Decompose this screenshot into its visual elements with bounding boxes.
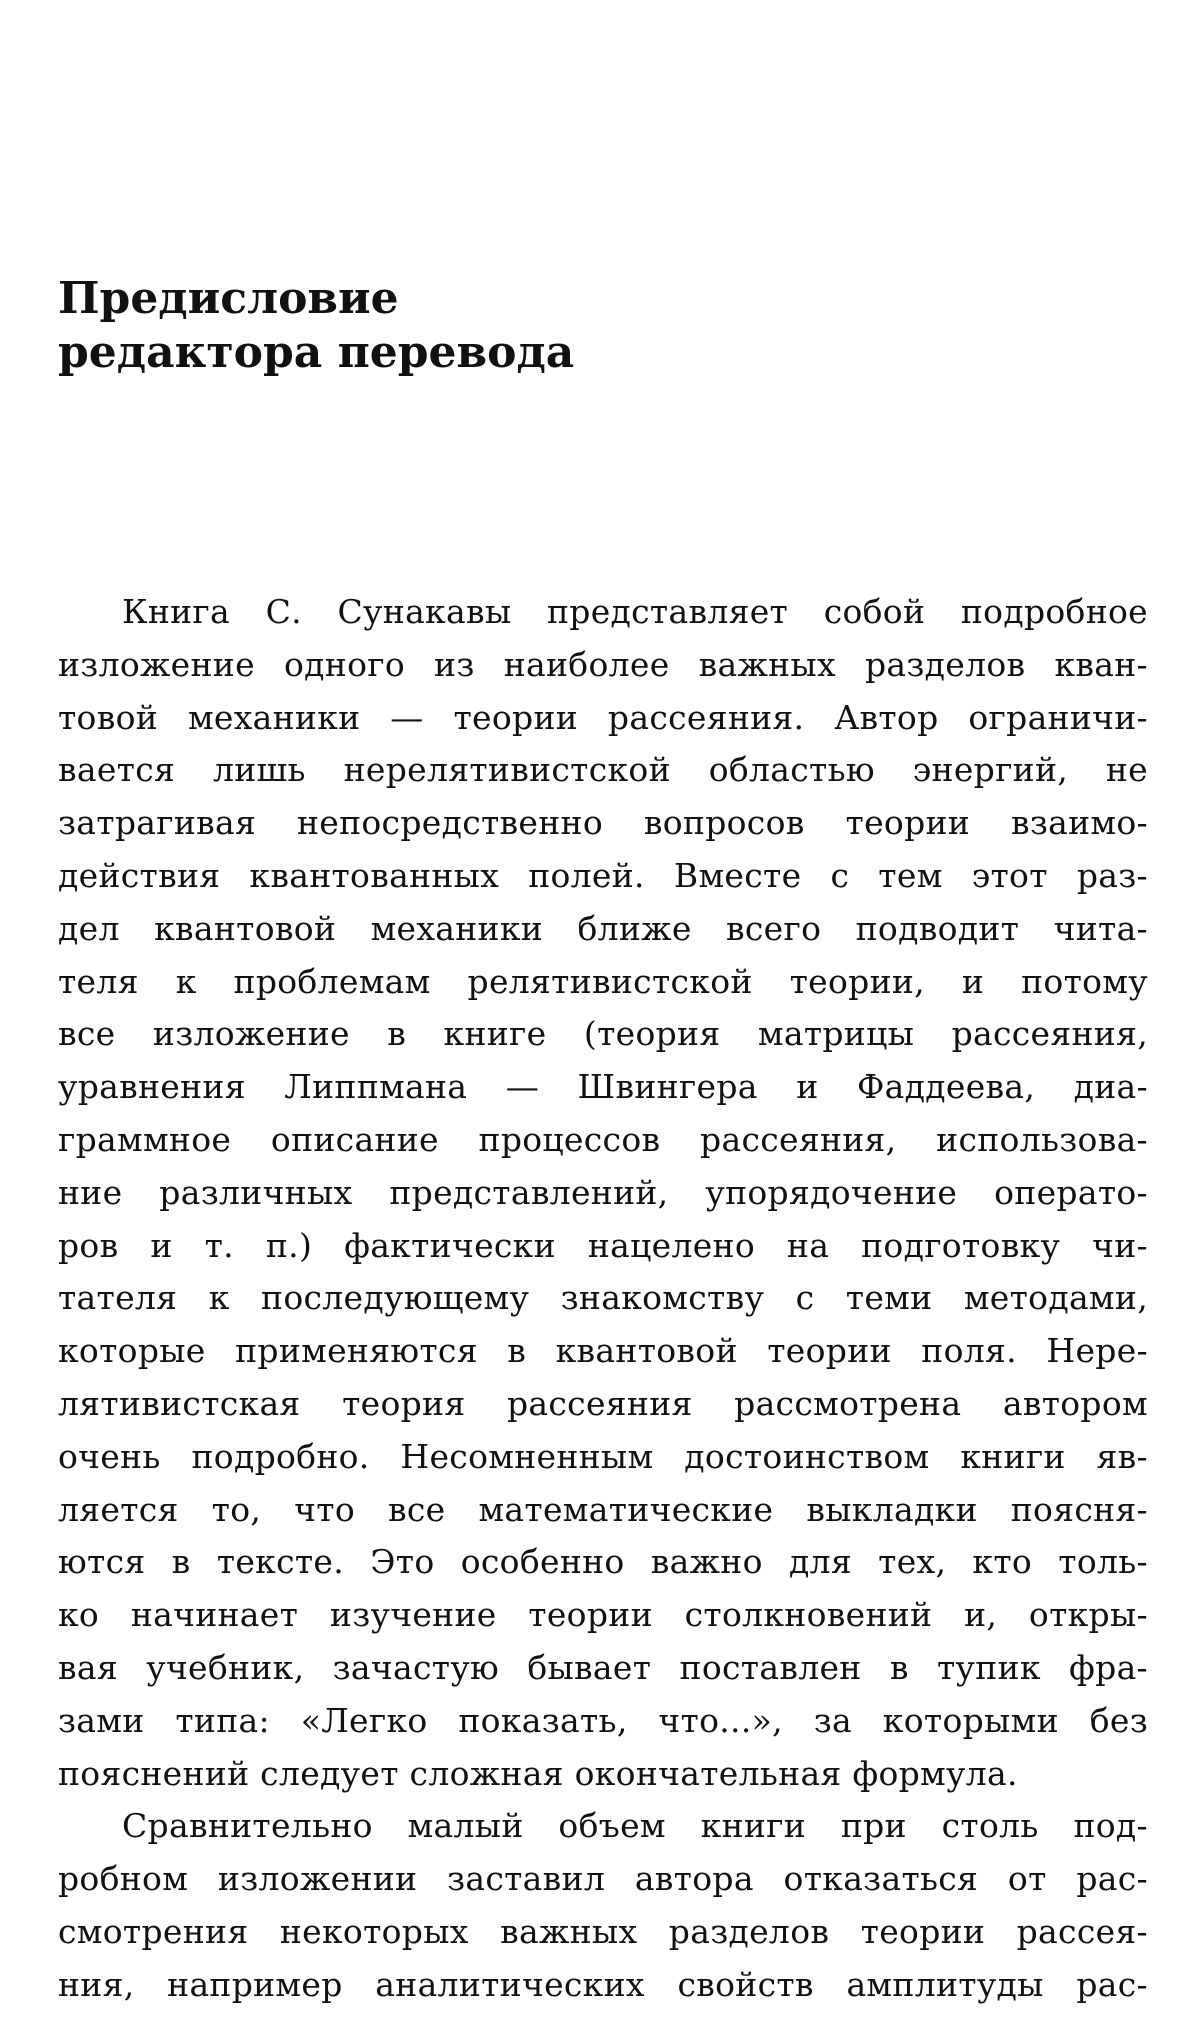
- text-line: зами типа: «Легко показать, что...», за которыми без: [58, 1700, 1148, 1740]
- text-line: дел квантовой механики ближе всего подводит чита-: [58, 908, 1148, 948]
- text-line: ров и т. п.) фактически нацелено на подготовку чи-: [58, 1225, 1148, 1265]
- text-line: ляется то, что все математические выкладки поясня-: [58, 1489, 1148, 1529]
- heading-line-1: Предисловие: [58, 273, 399, 324]
- text-line: вая учебник, зачастую бывает поставлен в тупик фра-: [58, 1647, 1148, 1687]
- text-line: очень подробно. Несомненным достоинством книги яв-: [58, 1436, 1148, 1476]
- text-line: теля к проблемам релятивистской теории, и потому: [58, 961, 1148, 1001]
- text-line: ко начинает изучение теории столкновений и, откры-: [58, 1595, 1148, 1635]
- text-line: пояснений следует сложная окончательная формула.: [58, 1753, 1018, 1793]
- heading-line-2: редактора перевода: [58, 327, 575, 378]
- text-line: граммное описание процессов рассеяния, использова-: [58, 1119, 1148, 1159]
- text-line: тателя к последующему знакомству с теми методами,: [58, 1278, 1148, 1318]
- text-line: все изложение в книге (теория матрицы рассеяния,: [58, 1014, 1148, 1054]
- body-text: [58, 586, 1148, 2012]
- text-line: Сравнительно малый объем книги при столь под-: [122, 1806, 1148, 1846]
- text-line: смотрения некоторых важных разделов теории рассея-: [58, 1911, 1148, 1951]
- text-line: робном изложении заставил автора отказаться от рас-: [58, 1859, 1148, 1899]
- text-line: Книга С. Сунакавы представляет собой подробное: [122, 592, 1148, 631]
- text-line: затрагивая непосредственно вопросов теории взаимо-: [58, 803, 1148, 843]
- page-heading: [58, 272, 758, 380]
- text-line: лятивистская теория рассеяния рассмотрена автором: [58, 1383, 1148, 1423]
- text-line: действия квантованных полей. Вместе с тем этот раз-: [58, 855, 1148, 895]
- text-line: ния, например аналитических свойств амплитуды рас-: [58, 1964, 1148, 2004]
- text-line: ются в тексте. Это особенно важно для тех, кто толь-: [58, 1542, 1148, 1582]
- text-line: которые применяются в квантовой теории поля. Нере-: [58, 1331, 1148, 1371]
- paragraph-1: [58, 586, 1148, 1800]
- paragraph-2: [58, 1800, 1148, 2011]
- text-line: уравнения Липпмана — Швингера и Фаддеева, диа-: [58, 1067, 1148, 1107]
- text-line: изложение одного из наиболее важных разделов кван-: [58, 644, 1148, 684]
- text-line: ние различных представлений, упорядочение операто-: [58, 1172, 1148, 1212]
- text-line: товой механики — теории рассеяния. Автор ограничи-: [58, 697, 1148, 737]
- text-line: вается лишь нерелятивистской областью энергий, не: [58, 750, 1148, 790]
